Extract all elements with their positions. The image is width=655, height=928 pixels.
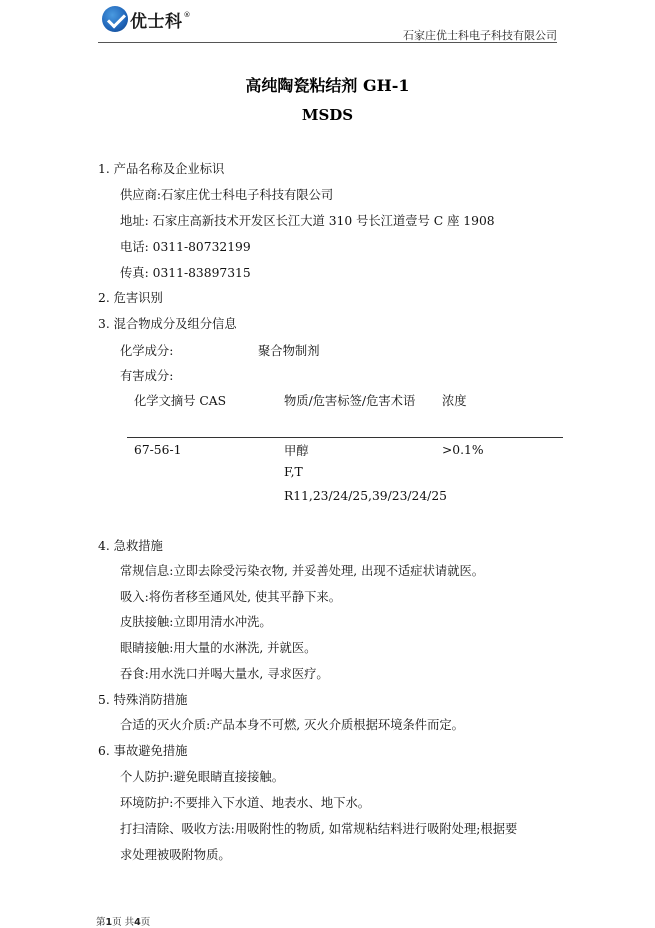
- first-aid-line: 吸入:将伤者移至通风处, 使其平静下来。: [120, 590, 342, 604]
- accident-line: 环境防护:不要排入下水道、地表水、地下水。: [120, 796, 371, 810]
- table-cell-concentration: >0.1%: [442, 443, 484, 457]
- logo-text: 优士科: [130, 11, 183, 32]
- table-cell-substance: 甲醇: [284, 444, 309, 458]
- first-aid-line: 常规信息:立即去除受污染衣物, 并妥善处理, 出现不适症状请就医。: [120, 564, 485, 578]
- table-divider: [127, 437, 563, 438]
- fire-fighting-line: 合适的灭火介质:产品本身不可燃, 灭火介质根据环境条件而定。: [120, 718, 464, 732]
- chem-composition-value: 聚合物制剂: [258, 344, 320, 358]
- section-4-heading: 4. 急救措施: [98, 539, 163, 553]
- header-company-name: 石家庄优士科电子科技有限公司: [403, 29, 557, 42]
- first-aid-line: 吞食:用水洗口并喝大量水, 寻求医疗。: [120, 667, 329, 681]
- section-3-heading: 3. 混合物成分及组分信息: [98, 317, 237, 331]
- company-logo: [102, 4, 191, 34]
- page-number-middle: 页 共: [112, 917, 135, 928]
- table-cell-risk-terms: R11,23/24/25,39/23/24/25: [284, 489, 447, 503]
- total-pages: 4: [134, 917, 141, 928]
- table-cell-cas: 67-56-1: [134, 443, 182, 457]
- header-divider: [98, 42, 557, 43]
- page-number-prefix: 第: [96, 917, 106, 928]
- table-header-substance: 物质/危害标签/危害术语: [284, 394, 416, 408]
- table-cell-hazard-label: F,T: [284, 465, 303, 479]
- accident-line: 打扫清除、吸收方法:用吸附性的物质, 如常规粘结料进行吸附处理;根据要: [120, 822, 518, 836]
- section-2-heading: 2. 危害识别: [98, 291, 163, 305]
- page-number: [96, 914, 150, 928]
- first-aid-line: 眼睛接触:用大量的水淋洗, 并就医。: [120, 641, 317, 655]
- accident-line: 求处理被吸附物质。: [120, 848, 231, 862]
- hazard-components-label: 有害成分:: [120, 369, 174, 383]
- document-subtitle: MSDS: [301, 106, 354, 124]
- logo-check-icon: [102, 6, 128, 32]
- table-header-concentration: 浓度: [442, 394, 467, 408]
- fax-line: 传真: 0311-83897315: [120, 266, 251, 280]
- supplier-line: 供应商:石家庄优士科电子科技有限公司: [120, 188, 334, 202]
- document-title: 高纯陶瓷粘结剂 GH-1: [245, 76, 410, 95]
- page-number-suffix: 页: [140, 917, 151, 928]
- accident-line: 个人防护:避免眼睛直接接触。: [120, 770, 285, 784]
- current-page: 1: [105, 917, 113, 928]
- section-5-heading: 5. 特殊消防措施: [98, 693, 188, 707]
- first-aid-line: 皮肤接触:立即用清水冲洗。: [120, 615, 272, 629]
- table-header-cas: 化学文摘号 CAS: [134, 394, 227, 408]
- phone-line: 电话: 0311-80732199: [120, 240, 251, 254]
- address-line: 地址: 石家庄高新技术开发区长江大道 310 号长江道壹号 C 座 1908: [120, 214, 495, 228]
- section-6-heading: 6. 事故避免措施: [98, 744, 188, 758]
- chem-composition-label: 化学成分:: [120, 344, 174, 358]
- registered-mark: ®: [183, 11, 191, 19]
- section-1-heading: 1. 产品名称及企业标识: [98, 162, 225, 176]
